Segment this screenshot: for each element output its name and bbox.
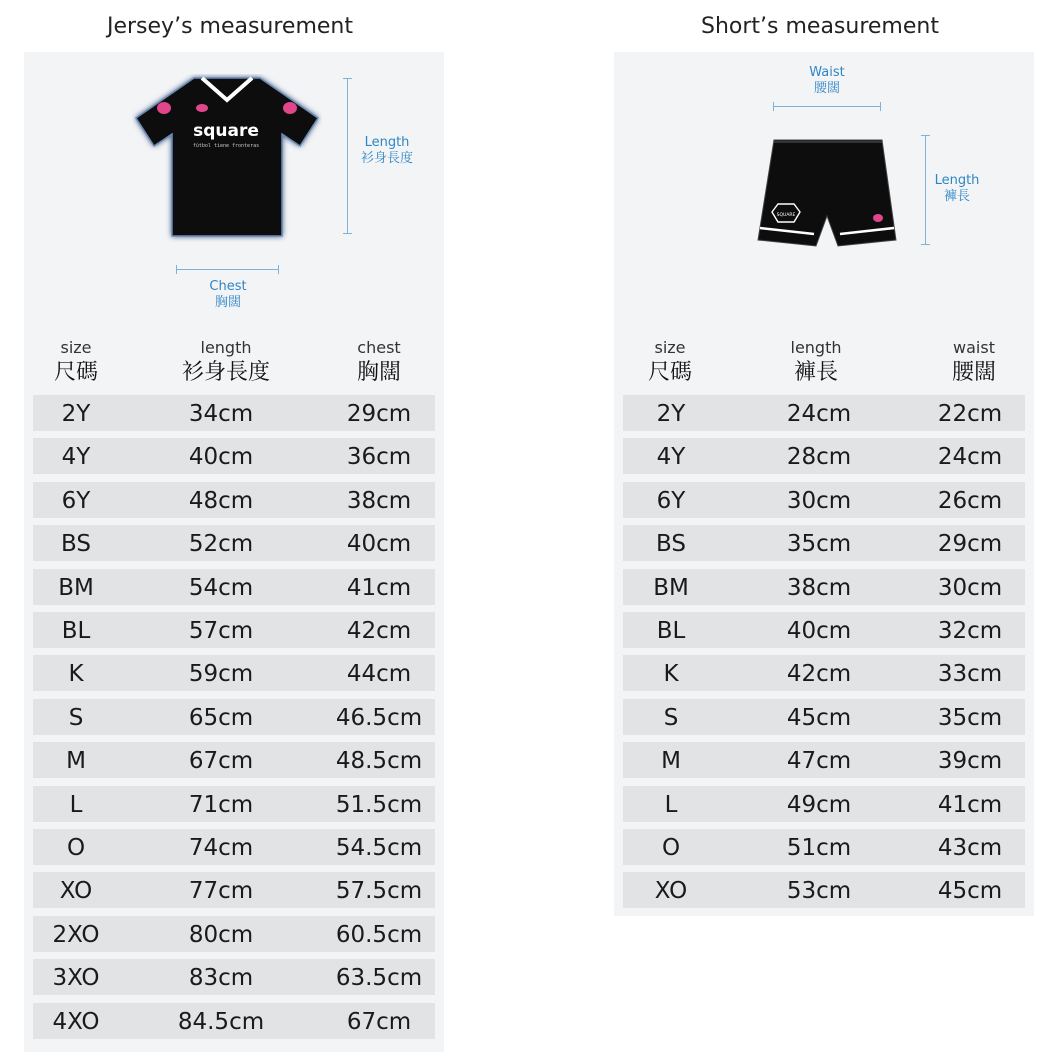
chest-cell: 38cm: [346, 487, 412, 514]
waist-cell: 29cm: [937, 531, 1003, 558]
length-cell: 77cm: [188, 878, 254, 905]
table-row: [33, 829, 435, 865]
chest-cell: 48.5cm: [335, 748, 423, 775]
length-cell: 34cm: [188, 401, 254, 427]
size-cell: 3XO: [52, 965, 100, 992]
chest-cell: 57.5cm: [335, 878, 423, 905]
size-cell: BL: [656, 618, 686, 644]
table-row: [33, 1003, 435, 1039]
length-cell: 45cm: [786, 704, 852, 731]
size-cell: L: [69, 791, 83, 818]
waist-cell: 22cm: [937, 401, 1003, 427]
length-cell: 52cm: [188, 531, 254, 558]
jersey-panel: [24, 52, 444, 1052]
jersey-tagline: fútbol tiene fronteras: [192, 143, 260, 149]
table-row: [623, 482, 1025, 518]
chest-cell: 29cm: [346, 401, 412, 427]
waist-cell: 41cm: [937, 791, 1003, 818]
length-cell: 28cm: [786, 444, 852, 471]
length-cell: 65cm: [188, 704, 254, 731]
jersey-length-line: [347, 78, 348, 234]
size-cell: 4XO: [52, 1008, 100, 1035]
jersey-length-label: Length 衫身長度: [360, 135, 413, 166]
chest-cell: 40cm: [346, 531, 412, 558]
table-row: [623, 525, 1025, 561]
table-row: [623, 655, 1025, 691]
table-row: [33, 395, 435, 431]
size-cell: S: [68, 704, 84, 731]
size-cell: 6Y: [61, 487, 91, 514]
table-row: [33, 569, 435, 605]
table-row: [33, 916, 435, 952]
size-cell: 6Y: [656, 487, 686, 514]
size-cell: L: [664, 791, 678, 818]
table-row: [33, 699, 435, 735]
size-cell: S: [663, 704, 679, 731]
shorts-col-size: size 尺碼: [647, 338, 692, 385]
length-cell: 38cm: [786, 574, 852, 601]
table-row: [623, 612, 1025, 648]
size-cell: 2XO: [52, 921, 100, 948]
waist-cell: 33cm: [937, 661, 1003, 688]
jersey-chest-line: [176, 269, 279, 270]
chest-cell: 36cm: [346, 444, 412, 471]
waist-cell: 30cm: [937, 574, 1003, 601]
length-cell: 80cm: [188, 921, 254, 948]
jersey-title: Jersey’s measurement: [106, 14, 354, 39]
shorts-illustration: [756, 136, 898, 250]
table-row: [623, 395, 1025, 431]
length-cell: 35cm: [786, 531, 852, 558]
table-row: [33, 655, 435, 691]
waist-cell: 26cm: [937, 487, 1003, 514]
size-cell: O: [661, 835, 681, 861]
table-row: [33, 525, 435, 561]
shorts-waist-label: Waist 腰闊: [809, 65, 845, 96]
table-row: [33, 742, 435, 778]
table-row: [33, 959, 435, 995]
length-cell: 30cm: [786, 487, 852, 514]
length-cell: 49cm: [786, 791, 852, 818]
jersey-col-chest: chest 胸闊: [356, 338, 401, 385]
shorts-panel: [614, 52, 1034, 916]
length-cell: 74cm: [188, 835, 254, 861]
chest-cell: 41cm: [346, 574, 412, 601]
size-cell: BS: [61, 531, 91, 558]
shorts-title: Short’s measurement: [701, 14, 939, 39]
length-cell: 83cm: [188, 965, 254, 992]
table-row: [623, 699, 1025, 735]
chest-cell: 67cm: [346, 1008, 412, 1035]
jersey-illustration: [132, 74, 322, 242]
chest-cell: 63.5cm: [335, 965, 423, 992]
waist-cell: 39cm: [937, 748, 1003, 775]
length-cell: 71cm: [188, 791, 254, 818]
size-cell: BM: [653, 574, 689, 601]
size-cell: M: [661, 748, 681, 775]
size-cell: BS: [656, 531, 686, 558]
shorts-col-length: length 褲長: [790, 338, 842, 385]
length-cell: 84.5cm: [177, 1008, 265, 1035]
table-row: [623, 786, 1025, 822]
jersey-col-size: size 尺碼: [53, 338, 98, 385]
size-cell: O: [66, 835, 86, 861]
table-row: [623, 872, 1025, 908]
size-cell: 2Y: [61, 401, 91, 427]
chest-cell: 60.5cm: [335, 921, 423, 948]
shorts-length-line: [925, 135, 926, 245]
length-cell: 53cm: [786, 878, 852, 905]
table-row: [623, 569, 1025, 605]
waist-cell: 24cm: [937, 444, 1003, 471]
length-cell: 67cm: [188, 748, 254, 775]
waist-cell: 43cm: [937, 835, 1003, 861]
length-cell: 47cm: [786, 748, 852, 775]
table-row: [623, 742, 1025, 778]
size-cell: M: [66, 748, 86, 775]
shorts-logo: SQUARE: [776, 213, 796, 218]
shorts-length-label: Length 褲長: [934, 173, 980, 204]
size-cell: BL: [61, 618, 91, 644]
length-cell: 48cm: [188, 487, 254, 514]
length-cell: 24cm: [786, 401, 852, 427]
chest-cell: 46.5cm: [335, 704, 423, 731]
table-row: [623, 829, 1025, 865]
length-cell: 54cm: [188, 574, 254, 601]
waist-cell: 35cm: [937, 704, 1003, 731]
size-cell: XO: [654, 878, 688, 905]
table-row: [33, 786, 435, 822]
length-cell: 51cm: [786, 835, 852, 861]
table-row: [33, 612, 435, 648]
table-row: [33, 482, 435, 518]
length-cell: 42cm: [786, 661, 852, 688]
chest-cell: 44cm: [346, 661, 412, 688]
size-cell: K: [663, 661, 679, 688]
jersey-col-length: length 衫身長度: [181, 338, 270, 385]
size-cell: 4Y: [61, 444, 91, 471]
size-cell: BM: [58, 574, 94, 601]
shorts-waist-line: [773, 106, 881, 107]
table-row: [33, 872, 435, 908]
chest-cell: 51.5cm: [335, 791, 423, 818]
length-cell: 40cm: [786, 618, 852, 644]
chest-cell: 54.5cm: [335, 835, 423, 861]
jersey-chest-label: Chest 胸闊: [209, 279, 247, 310]
size-cell: 4Y: [656, 444, 686, 471]
length-cell: 59cm: [188, 661, 254, 688]
waist-cell: 32cm: [937, 618, 1003, 644]
length-cell: 57cm: [188, 618, 254, 644]
waist-cell: 45cm: [937, 878, 1003, 905]
length-cell: 40cm: [188, 444, 254, 471]
table-row: [33, 438, 435, 474]
table-row: [623, 438, 1025, 474]
jersey-logo: square: [193, 121, 259, 141]
shorts-col-waist: waist 腰闊: [951, 338, 996, 385]
size-cell: K: [68, 661, 84, 688]
size-cell: XO: [59, 878, 93, 905]
chest-cell: 42cm: [346, 618, 412, 644]
size-cell: 2Y: [656, 401, 686, 427]
